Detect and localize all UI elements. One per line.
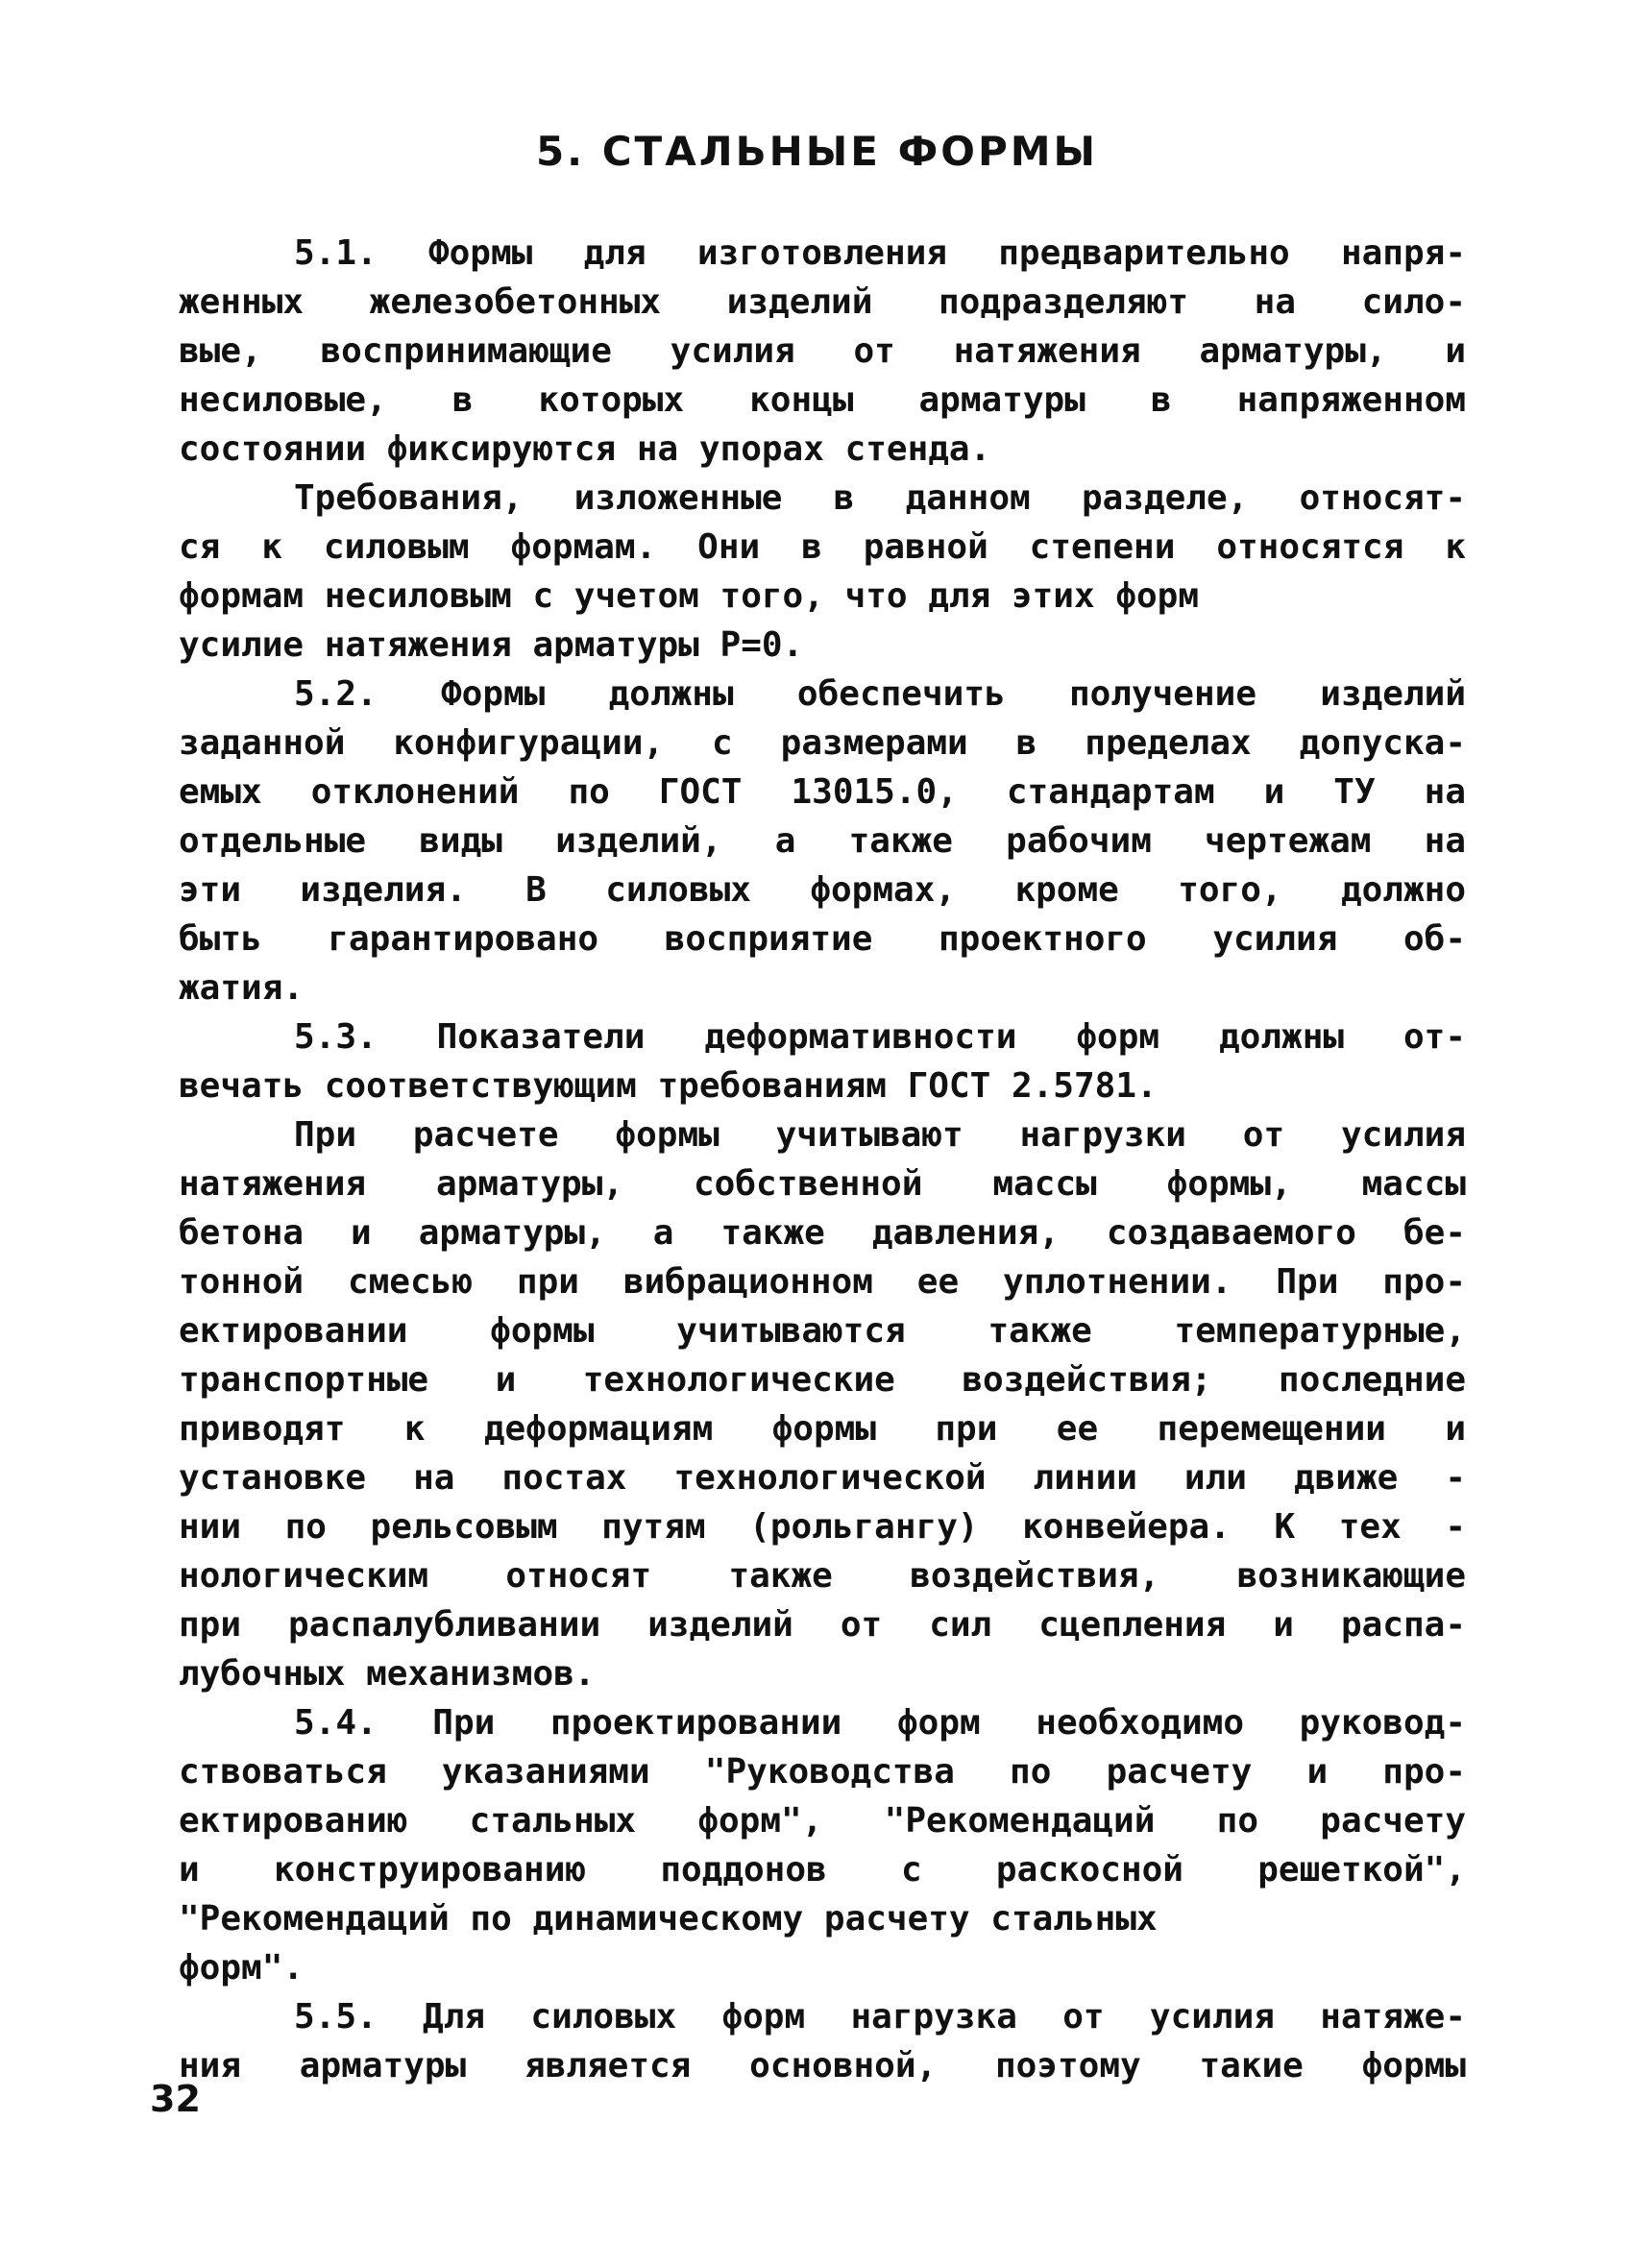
text-line: 5.4. При проектировании форм необходимо руковод- bbox=[294, 1703, 1466, 1743]
text-line: несиловые, в которых концы арматуры в напряженном bbox=[179, 380, 1466, 420]
section-title: 5. СТАЛЬНЫЕ ФОРМЫ bbox=[535, 128, 1099, 175]
text-line: нологическим относят также воздействия, возникающие bbox=[179, 1556, 1466, 1596]
text-line: Требования, изложенные в данном разделе, относят- bbox=[294, 478, 1466, 518]
text-line: 5.1. Формы для изготовления предварительно напря- bbox=[294, 233, 1466, 273]
text-line: приводят к деформациям формы при ее перемещении и bbox=[179, 1409, 1466, 1449]
text-line: заданной конфигурации, с размерами в пределах допуска- bbox=[179, 723, 1466, 763]
text-line: ектировании формы учитываются также температурные, bbox=[179, 1311, 1466, 1351]
text-line: усилие натяжения арматуры P=0. bbox=[179, 625, 804, 665]
text-line: транспортные и технологические воздействия; последние bbox=[179, 1360, 1466, 1400]
text-line: жатия. bbox=[179, 968, 305, 1008]
text-line: нии по рельсовым путям (рольгангу) конвейера. К тех - bbox=[179, 1507, 1466, 1547]
text-line: форм". bbox=[179, 1948, 305, 1988]
text-line: 5.3. Показатели деформативности форм должны от- bbox=[294, 1017, 1466, 1057]
section-body bbox=[179, 229, 1466, 2090]
text-line: ния арматуры является основной, поэтому такие формы bbox=[179, 2046, 1466, 2085]
text-line: формам несиловым с учетом того, что для этих форм bbox=[179, 576, 1200, 616]
text-line: "Рекомендаций по динамическому расчету стальных bbox=[179, 1899, 1158, 1939]
text-line: вые, воспринимающие усилия от натяжения арматуры, и bbox=[179, 331, 1466, 371]
text-line: отдельные виды изделий, а также рабочим чертежам на bbox=[179, 821, 1466, 861]
text-line: 5.5. Для силовых форм нагрузка от усилия натяже- bbox=[294, 1997, 1466, 2036]
text-line: При расчете формы учитывают нагрузки от усилия bbox=[294, 1115, 1466, 1155]
text-line: 5.2. Формы должны обеспечить получение изделий bbox=[294, 674, 1466, 714]
text-line: и конструированию поддонов с раскосной решеткой", bbox=[179, 1850, 1466, 1890]
text-line: лубочных механизмов. bbox=[179, 1654, 596, 1694]
text-line: тонной смесью при вибрационном ее уплотнении. При про- bbox=[179, 1262, 1466, 1302]
text-line: бетона и арматуры, а также давления, создаваемого бе- bbox=[179, 1213, 1466, 1253]
text-line: быть гарантировано восприятие проектного усилия об- bbox=[179, 919, 1466, 959]
page-number: 32 bbox=[150, 2078, 201, 2120]
text-line: при распалубливании изделий от сил сцепления и распа- bbox=[179, 1605, 1466, 1645]
text-line: ектированию стальных форм", "Рекомендаций по расчету bbox=[179, 1801, 1466, 1841]
text-line: установке на постах технологической линии или движе - bbox=[179, 1458, 1466, 1498]
text-line: вечать соответствующим требованиям ГОСТ 2.5781. bbox=[179, 1066, 1158, 1106]
text-line: женных железобетонных изделий подразделяют на сило- bbox=[179, 282, 1466, 322]
text-line: емых отклонений по ГОСТ 13015.0, стандартам и ТУ на bbox=[179, 772, 1466, 812]
text-line: ствоваться указаниями "Руководства по расчету и про- bbox=[179, 1752, 1466, 1792]
text-line: эти изделия. В силовых формах, кроме того, должно bbox=[179, 870, 1466, 910]
text-line: состоянии фиксируются на упорах стенда. bbox=[179, 429, 991, 469]
text-line: натяжения арматуры, собственной массы формы, массы bbox=[179, 1164, 1466, 1204]
text-line: ся к силовым формам. Они в равной степени относятся к bbox=[179, 527, 1466, 567]
